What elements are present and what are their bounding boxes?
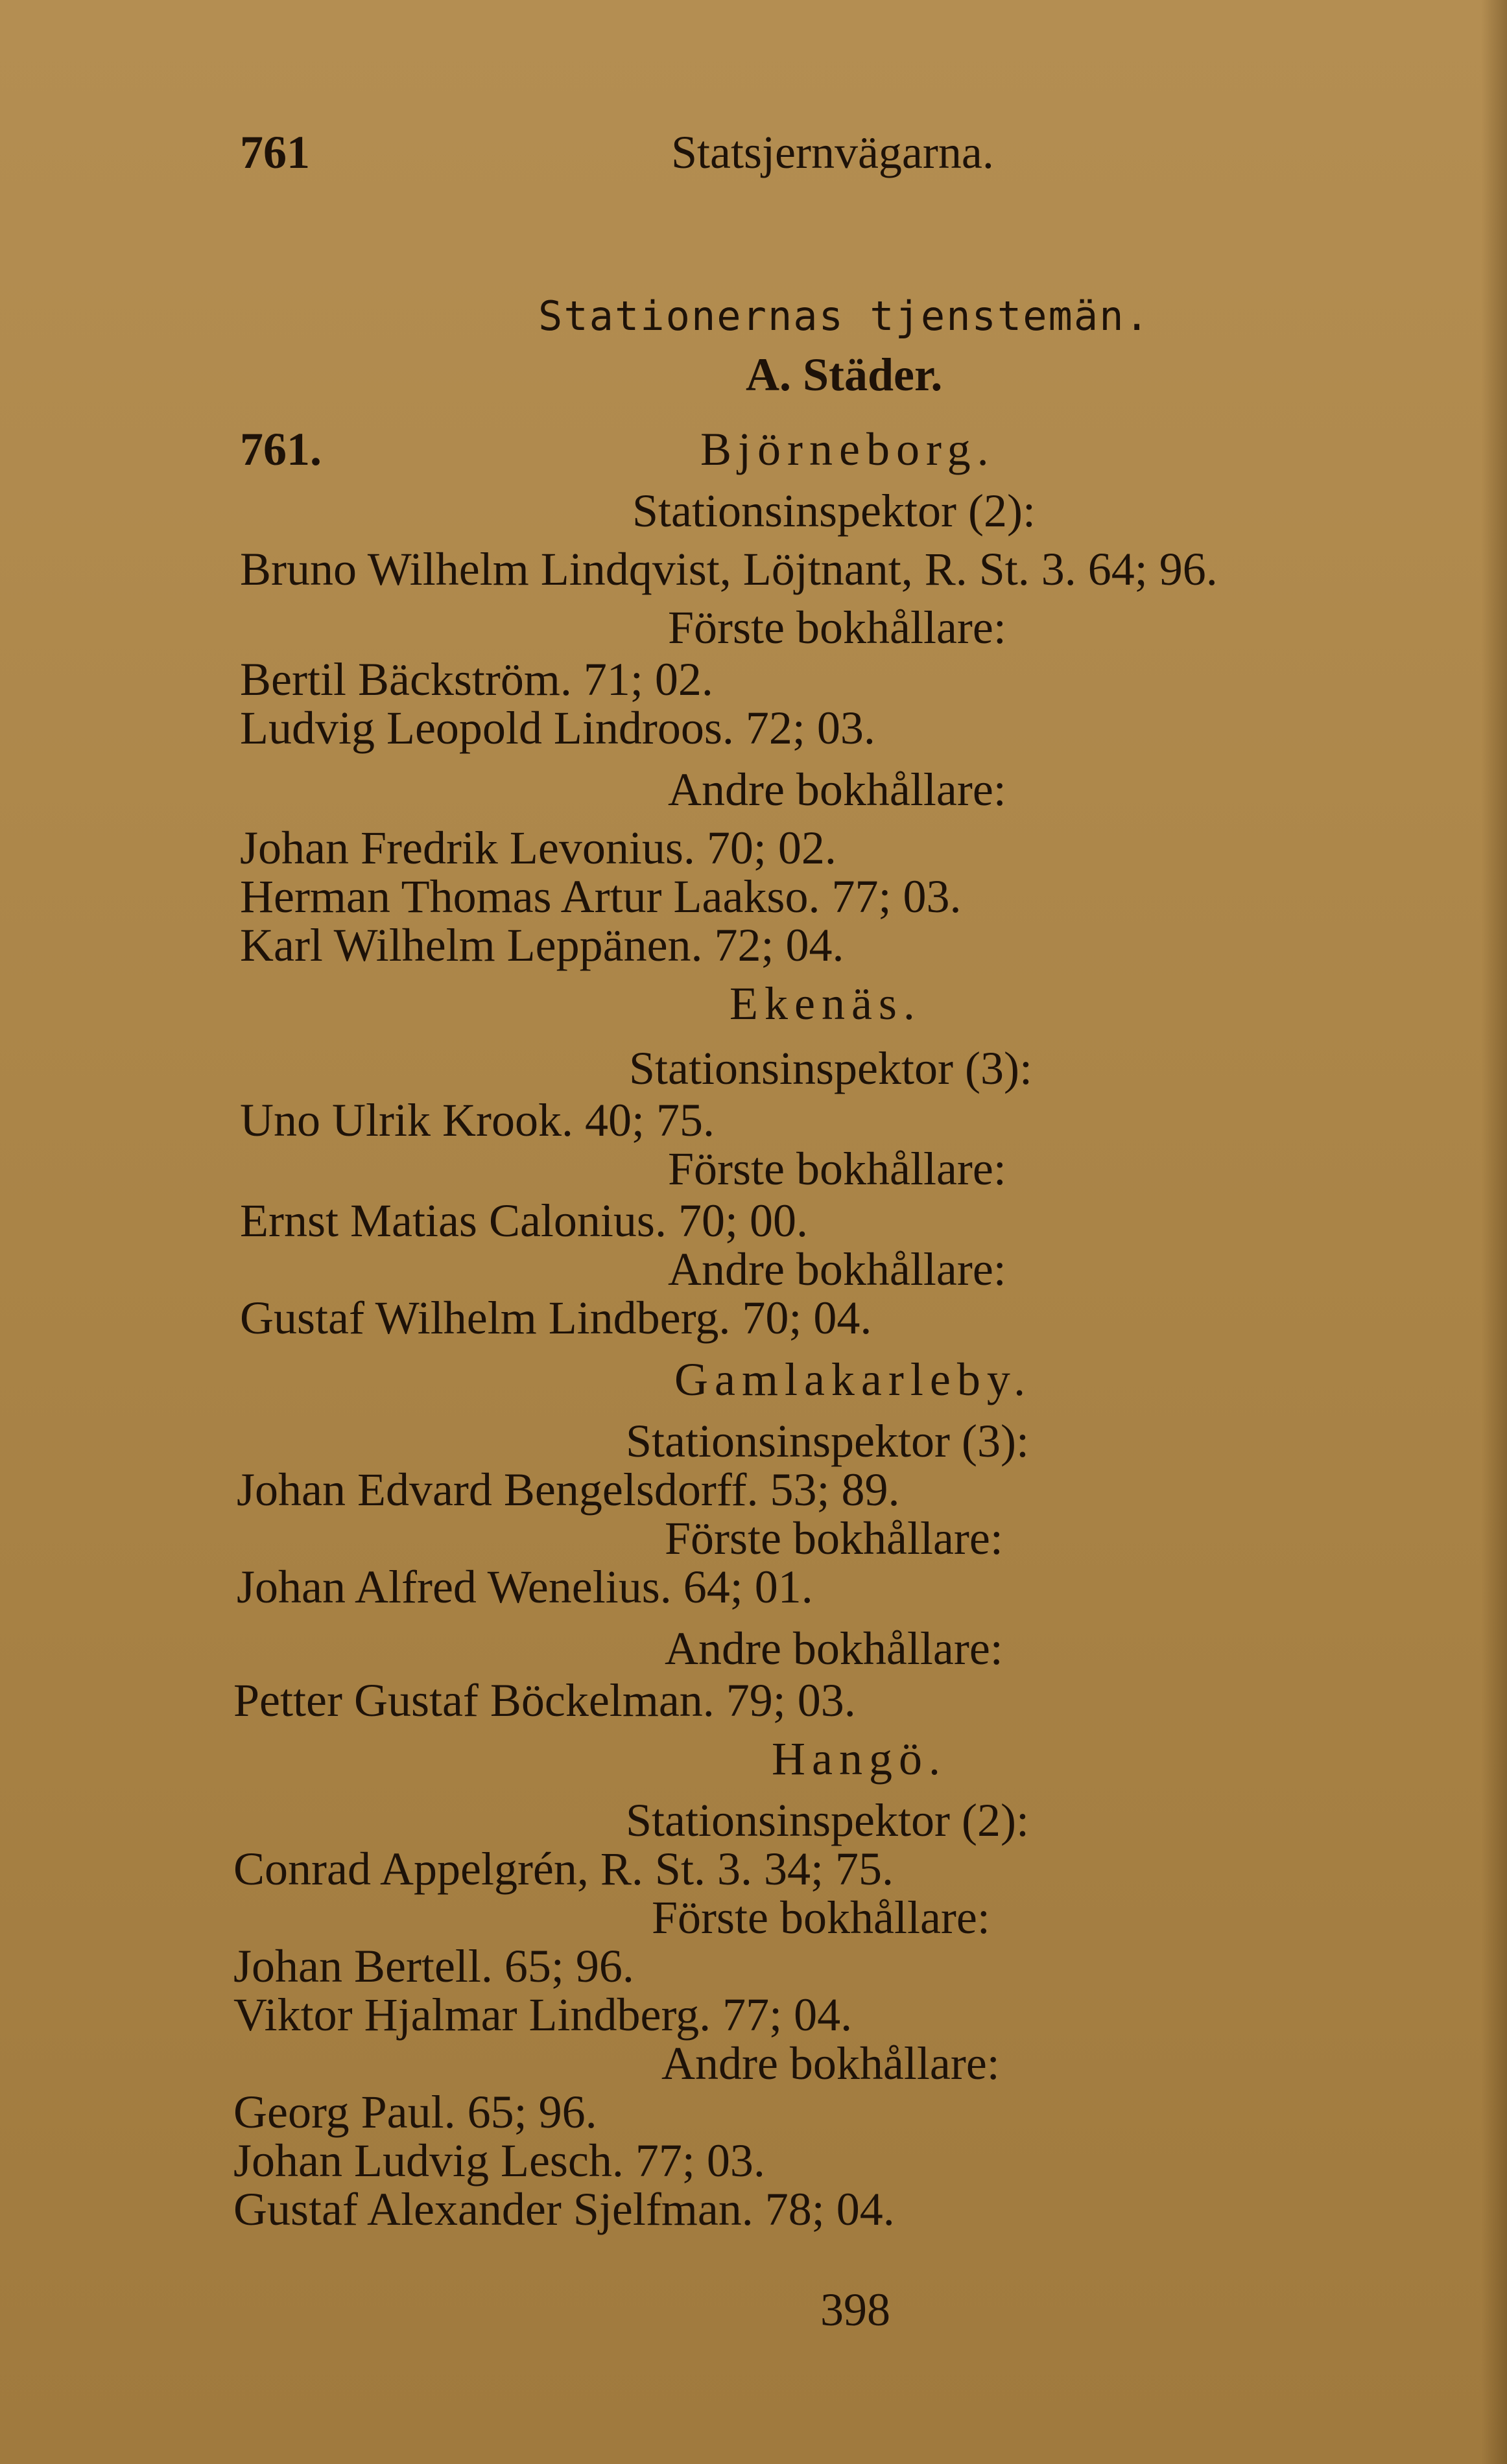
role-heading: Andre bokhållare:: [668, 1243, 1006, 1295]
station-name-bjorneborg: Björneborg.: [700, 423, 995, 475]
role-heading: Förste bokhållare:: [665, 1512, 1003, 1564]
staff-entry: Petter Gustaf Böckelman. 79; 03.: [233, 1674, 856, 1726]
subsection-title: A. Städer.: [746, 349, 943, 401]
staff-entry: Johan Bertell. 65; 96.: [233, 1940, 634, 1992]
staff-entry: Bertil Bäckström. 71; 02.: [240, 653, 713, 705]
staff-entry: Gustaf Alexander Sjelfman. 78; 04.: [233, 2183, 895, 2235]
staff-entry: Ernst Matias Calonius. 70; 00.: [240, 1195, 808, 1247]
header-page-number: 761: [240, 126, 310, 178]
role-heading: Stationsinspektor (3):: [626, 1415, 1029, 1467]
station-name-ekenas: Ekenäs.: [730, 978, 921, 1029]
role-heading: Stationsinspektor (2):: [626, 1794, 1029, 1846]
staff-entry: Karl Wilhelm Leppänen. 72; 04.: [240, 919, 844, 971]
role-heading: Stationsinspektor (2):: [632, 485, 1036, 537]
role-heading: Andre bokhållare:: [661, 2037, 1000, 2089]
staff-entry: Georg Paul. 65; 96.: [233, 2086, 597, 2138]
staff-entry: Conrad Appelgrén, R. St. 3. 34; 75.: [233, 1843, 894, 1895]
staff-entry: Johan Alfred Wenelius. 64; 01.: [237, 1561, 813, 1613]
staff-entry: Johan Fredrik Levonius. 70; 02.: [240, 822, 837, 874]
role-heading: Stationsinspektor (3):: [629, 1042, 1032, 1094]
running-title: Statsjernvägarna.: [671, 126, 994, 178]
entry-number: 761.: [240, 423, 322, 475]
station-name-hango: Hangö.: [772, 1733, 947, 1785]
role-heading: Förste bokhållare:: [652, 1892, 990, 1943]
staff-entry: Johan Edvard Bengelsdorff. 53; 89.: [237, 1464, 900, 1516]
station-name-gamlakarleby: Gamlakarleby.: [674, 1354, 1032, 1405]
role-heading: Förste bokhållare:: [668, 602, 1006, 653]
role-heading: Förste bokhållare:: [668, 1143, 1006, 1195]
staff-entry: Viktor Hjalmar Lindberg. 77; 04.: [233, 1989, 853, 2041]
staff-entry: Herman Thomas Artur Laakso. 77; 03.: [240, 871, 962, 922]
staff-entry: Johan Ludvig Lesch. 77; 03.: [233, 2135, 765, 2187]
footer-page-number: 398: [820, 2284, 890, 2336]
section-title: Stationernas tjenstemän.: [538, 292, 1150, 340]
page-edge-shadow: [1481, 0, 1507, 2464]
role-heading: Andre bokhållare:: [665, 1623, 1003, 1674]
staff-entry: Uno Ulrik Krook. 40; 75.: [240, 1094, 715, 1146]
staff-entry: Bruno Wilhelm Lindqvist, Löjtnant, R. St. 3. 64; 96.: [240, 543, 1218, 595]
staff-entry: Gustaf Wilhelm Lindberg. 70; 04.: [240, 1292, 872, 1344]
staff-entry: Ludvig Leopold Lindroos. 72; 03.: [240, 702, 875, 754]
role-heading: Andre bokhållare:: [668, 764, 1006, 815]
